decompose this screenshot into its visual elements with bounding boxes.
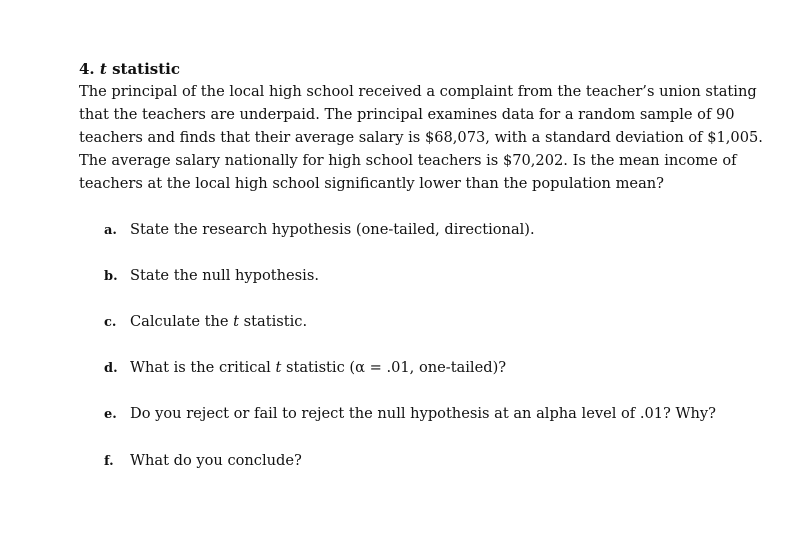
subquestion-text-t: t	[275, 359, 282, 376]
subquestion-text: State the research hypothesis (one-tailed, directional).	[130, 221, 535, 238]
subquestion-letter: a.	[104, 223, 117, 238]
subquestion-b	[104, 265, 319, 288]
subquestion-text-post: statistic.	[239, 313, 308, 330]
subquestion-text: What do you conclude?	[130, 452, 302, 469]
paragraph-line: teachers and finds that their average salary is $68,073, with a standard deviation of $1,005.	[79, 129, 763, 146]
paragraph-line: that the teachers are underpaid. The principal examines data for a random sample of 90	[79, 106, 735, 123]
question-block	[79, 58, 779, 195]
subquestion-text-t: t	[233, 313, 240, 330]
paragraph-line: The average salary nationally for high school teachers is $70,202. Is the mean income of	[79, 152, 737, 169]
question-paragraph	[79, 80, 779, 195]
question-heading-rest: statistic	[112, 60, 181, 78]
subquestion-letter: c.	[104, 315, 117, 330]
subquestion-text: State the null hypothesis.	[130, 267, 319, 284]
subquestion-f	[104, 450, 302, 473]
subquestion-d	[104, 357, 506, 380]
subquestion-c	[104, 311, 307, 334]
subquestion-letter: d.	[104, 361, 118, 376]
paragraph-line: teachers at the local high school significantly lower than the population mean?	[79, 175, 664, 192]
subquestion-e	[104, 403, 716, 426]
subquestion-text-post: statistic (α = .01, one-tailed)?	[281, 359, 507, 376]
question-heading-t: t	[99, 60, 107, 78]
subquestion-letter: e.	[104, 407, 117, 422]
subquestion-letter: f.	[104, 454, 114, 469]
subquestion-text: Do you reject or fail to reject the null hypothesis at an alpha level of .01? Why?	[130, 405, 716, 422]
subquestion-text-pre: What is the critical	[130, 359, 276, 376]
subquestion-letter: b.	[104, 269, 118, 284]
question-number: 4.	[79, 60, 95, 78]
subquestion-text-pre: Calculate the	[130, 313, 234, 330]
subquestion-a	[104, 219, 535, 242]
question-heading	[79, 58, 779, 80]
paragraph-line: The principal of the local high school received a complaint from the teacher’s union stating	[79, 83, 757, 100]
